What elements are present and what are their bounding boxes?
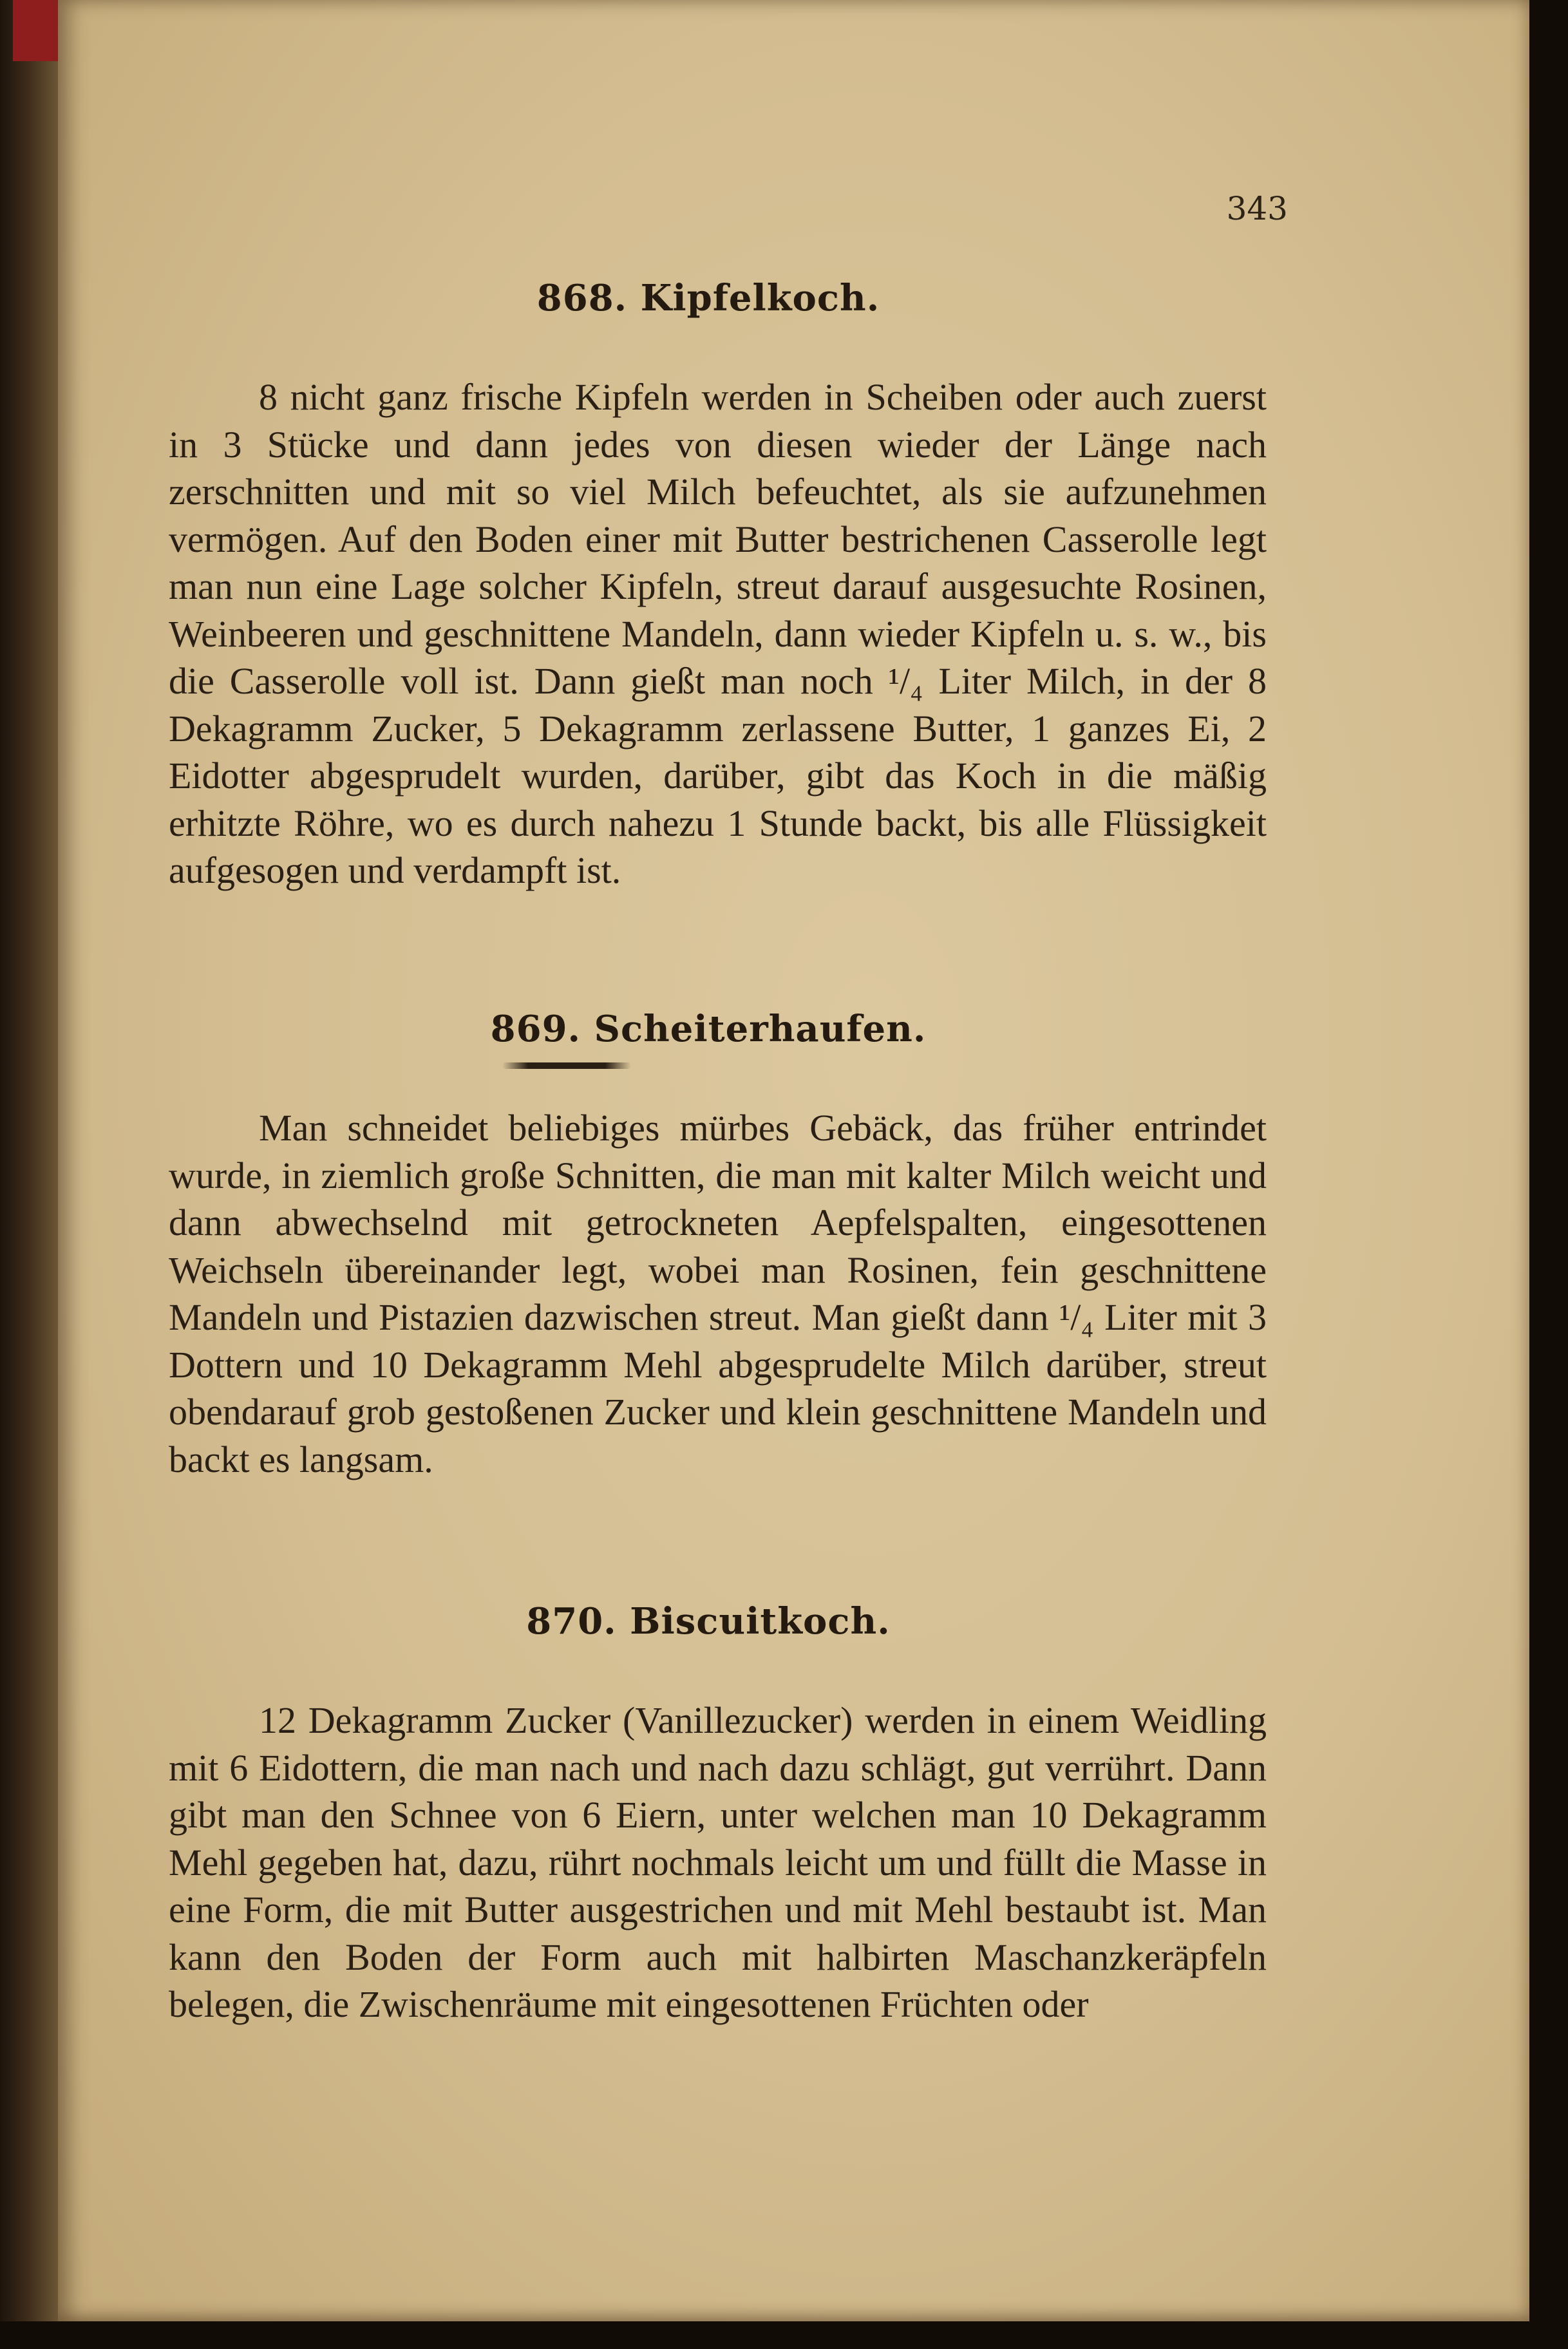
recipe-heading-870: 870. Biscuitkoch. bbox=[526, 1600, 891, 1643]
recipe-heading-869: 869. Scheiterhaufen. bbox=[490, 1008, 927, 1050]
page-bottom-edge bbox=[0, 2321, 1568, 2349]
spine-red-binding bbox=[13, 0, 64, 61]
book-spine bbox=[0, 0, 58, 2349]
recipe-text-869: Man schneidet beliebiges mürbes Gebäck, das früher entrindet wurde, in ziemlich große Schnitten, die man mit kalter Milch weicht und dann abwechselnd mit getrockneten Aepfelspalten, eingesottenen Weichseln übereinander legt, wobei man Rosinen, fein geschnittene Mandeln und Pistazien dazwischen streut. Man gießt dann ¹/₄ Liter mit 3 Dottern und 10 Dekagramm Mehl abgesprudelte Milch darüber, streut obendarauf grob gestoßenen Zucker und klein geschnittene Mandeln und backt es langsam. bbox=[169, 1107, 1267, 1480]
page-number: 343 bbox=[1226, 190, 1288, 227]
recipe-text-868: 8 nicht ganz frische Kipfeln werden in Scheiben oder auch zuerst in 3 Stücke und dann jedes von diesen wieder der Länge nach zerschnitten und mit so viel Milch befeuchtet, als sie aufzunehmen vermögen. Auf den Boden einer mit Butter bestrichenen Casserolle legt man nun eine Lage solcher Kipfeln, streut darauf ausgesuchte Rosinen, Weinbeeren und geschnittene Mandeln, dann wieder Kipfeln u. s. w., bis die Casserolle voll ist. Dann gießt man noch ¹/₄ Liter Milch, in der 8 Dekagramm Zucker, 5 Dekagramm zerlassene Butter, 1 ganzes Ei, 2 Eidotter abgesprudelt wurden, darüber, gibt das Koch in die mäßig erhitzte Röhre, wo es durch nahezu 1 Stunde backt, bis alle Flüssigkeit aufgesogen und verdampft ist. bbox=[169, 376, 1267, 891]
page-right-edge bbox=[1529, 0, 1568, 2349]
recipe-heading-868: 868. Kipfelkoch. bbox=[536, 277, 880, 319]
pencil-underline-mark bbox=[502, 1062, 631, 1069]
recipe-text-870: 12 Dekagramm Zucker (Vanillezucker) werden in einem Weidling mit 6 Eidottern, die man nach und nach dazu schlägt, gut verrührt. Dann gibt man den Schnee von 6 Eiern, unter welchen man 10 Dekagramm Mehl gegeben hat, dazu, rührt nochmals leicht um und füllt die Masse in eine Form, die mit Butter ausgestrichen und mit Mehl bestaubt ist. Man kann den Boden der Form auch mit halbirten Maschanzkeräpfeln belegen, die Zwischenräume mit eingesottenen Früchten oder bbox=[169, 1699, 1267, 2025]
